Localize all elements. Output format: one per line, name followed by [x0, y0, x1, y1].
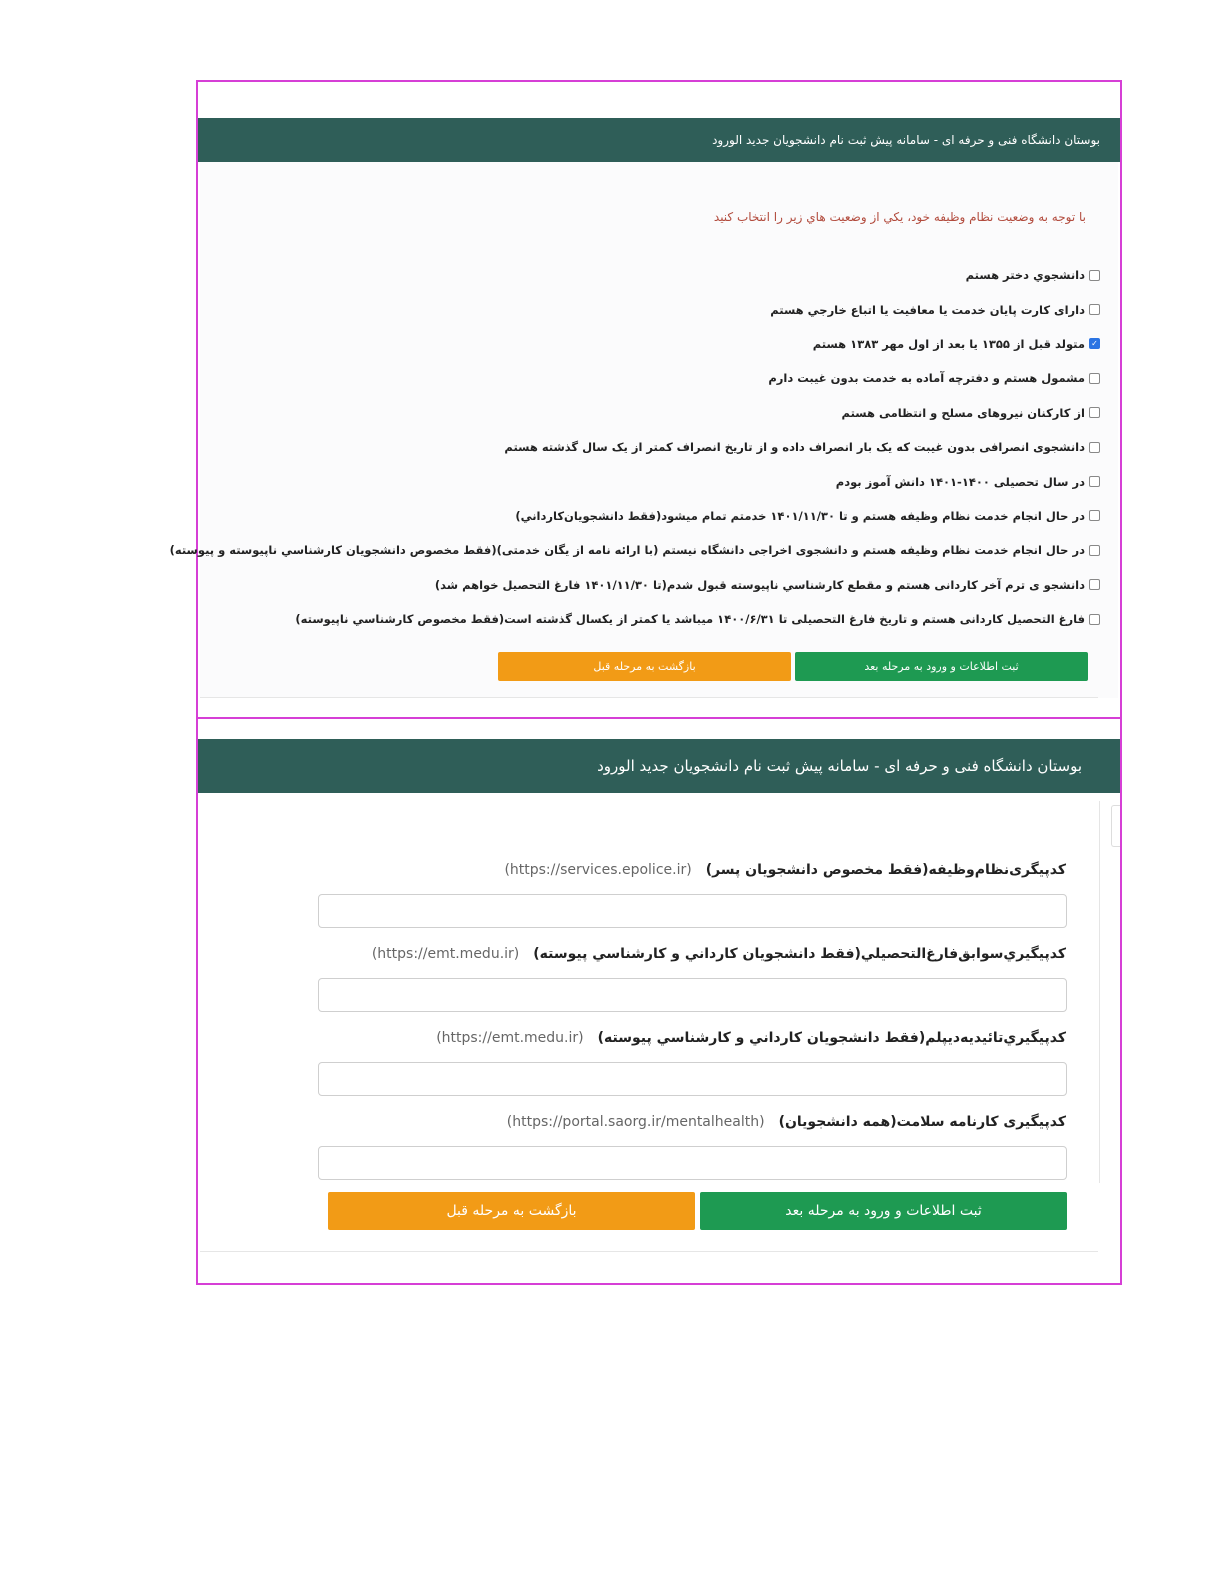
field-url-hint: (https://portal.saorg.ir/mentalhealth): [506, 1114, 765, 1130]
page-header: [198, 118, 1120, 162]
option-0[interactable]: [170, 258, 1100, 292]
conscription-code-input[interactable]: [318, 894, 1067, 928]
scroll-rail: [1097, 801, 1100, 1183]
option-label: از کارکنان نیروهای مسلح و انتظامی هستم: [841, 405, 1085, 420]
option-2[interactable]: [170, 327, 1100, 361]
screenshot-frame-bottom: [196, 717, 1122, 1285]
option-9[interactable]: [170, 568, 1100, 602]
graduation-record-code-label: [372, 946, 1066, 962]
previous-step-label: بازگشت به مرحله قبل: [446, 1203, 577, 1219]
conscription-code-label: [504, 862, 1066, 878]
option-label: مشمول هستم و دفترچه آماده به خدمت بدون غيبت دارم: [768, 371, 1085, 386]
option-4[interactable]: [170, 396, 1100, 430]
screenshot-frame-top: [169, 80, 1122, 719]
checkbox[interactable]: [1089, 373, 1100, 384]
checkbox[interactable]: [1089, 545, 1100, 556]
page-header: [198, 739, 1120, 793]
option-label: دارای کارت پایان خدمت يا معافيت يا اتباع خارجي هستم: [770, 302, 1085, 317]
checkbox[interactable]: [1089, 614, 1100, 625]
health-report-code-label: [507, 1114, 1066, 1130]
diploma-confirmation-code-input[interactable]: [318, 1062, 1067, 1096]
header-title: بوستان دانشگاه فنی و حرفه ای - سامانه پیش ثبت نام دانشجویان جدید الورود: [597, 757, 1082, 775]
next-step-label: ثبت اطلاعات و ورود به مرحله بعد: [864, 660, 1019, 673]
previous-step-button[interactable]: [328, 1192, 695, 1230]
checkbox[interactable]: [1089, 476, 1100, 487]
checkbox[interactable]: [1089, 579, 1100, 590]
side-tab: [1111, 805, 1120, 847]
field-label-text: کدپیگیری کارنامه سلامت(همه دانشجویان): [778, 1114, 1066, 1130]
graduation-record-code-input[interactable]: [318, 978, 1067, 1012]
field-url-hint: (https://emt.medu.ir): [371, 946, 520, 962]
next-step-button[interactable]: [700, 1192, 1067, 1230]
next-step-label: ثبت اطلاعات و ورود به مرحله بعد: [785, 1203, 982, 1219]
field-label-text: كدپيگيري‌تائيديه‌ديپلم(فقط دانشجويان كارداني و كارشناسي پيوسته): [597, 1030, 1066, 1046]
option-1[interactable]: [170, 292, 1100, 326]
checkbox[interactable]: [1089, 407, 1100, 418]
previous-step-label: بازگشت به مرحله قبل: [593, 660, 696, 673]
option-label: دانشجوی انصرافی بدون غیبت که یک بار انصراف داده و از تاریخ انصراف کمتر از یک سال گذشته هستم: [504, 440, 1085, 455]
option-label: در حال انجام خدمت نظام وظیفه هستم و تا ۱۴۰۱/۱۱/۳۰ خدمتم تمام میشود(فقط دانشجويان‌کارداني): [515, 508, 1085, 523]
option-label: فارغ التحصیل کاردانی هستم و تاریخ فارغ التحصیلی تا ۱۴۰۰/۶/۳۱ میباشد یا کمتر از یکسال گذشته است(فقط مخصوص كارشناسي ناپيوسته): [295, 612, 1085, 627]
health-report-code-input[interactable]: [318, 1146, 1067, 1180]
diploma-confirmation-code-label: [436, 1030, 1066, 1046]
option-label: دانشجوي دختر هستم: [965, 268, 1085, 283]
option-label: در سال تحصیلی ۱۴۰۰-۱۴۰۱ دانش آموز بودم: [835, 474, 1085, 489]
checkbox[interactable]: [1089, 442, 1100, 453]
divider: [200, 1251, 1098, 1252]
checkbox[interactable]: [1089, 304, 1100, 315]
option-label: در حال انجام خدمت نظام وظیفه هستم و دانشجوی اخراجی دانشگاه نیستم (با ارائه نامه از یگان خدمتی)(فقط مخصوص دانشجويان كارشناسي ناپيوسته و پيوسته): [169, 543, 1085, 558]
option-label: متولد قبل از ۱۳۵۵ یا بعد از اول مهر ۱۳۸۳ هستم: [812, 336, 1085, 351]
option-7[interactable]: [170, 499, 1100, 533]
checkbox[interactable]: [1089, 270, 1100, 281]
option-label: دانشجو ی ترم آخر کاردانی هستم و مقطع كارشناسي ناپيوسته قبول شدم(تا ۱۴۰۱/۱۱/۳۰ فارغ التحصیل خواهم شد): [434, 577, 1085, 592]
option-3[interactable]: [170, 361, 1100, 395]
field-url-hint: (https://emt.medu.ir): [436, 1030, 584, 1046]
divider: [200, 697, 1098, 698]
next-step-button[interactable]: [795, 652, 1088, 681]
header-title: بوستان دانشگاه فنی و حرفه ای - سامانه پیش ثبت نام دانشجویان جدید الورود: [712, 133, 1100, 147]
field-url-hint: (https://services.epolice.ir): [504, 862, 692, 878]
option-5[interactable]: [170, 430, 1100, 464]
checkbox[interactable]: ✓: [1089, 338, 1100, 349]
option-10[interactable]: [170, 602, 1100, 636]
checkbox[interactable]: [1089, 510, 1100, 521]
field-label-text: کدپیگری‌نظام‌وظیفه(فقط مخصوص دانشجویان پسر): [705, 862, 1066, 878]
instruction-text: با توجه به وضعیت نظام وظیفه خود، يكي از وضعيت هاي زير را انتخاب كنيد: [713, 210, 1086, 224]
previous-step-button[interactable]: [498, 652, 791, 681]
military-status-options: [170, 258, 1100, 636]
option-8[interactable]: [170, 533, 1100, 567]
field-label-text: كدپيگيري‌سوابق‌فارغ‌التحصيلي(فقط دانشجويان كارداني و كارشناسي پيوسته): [533, 946, 1066, 962]
option-6[interactable]: [170, 464, 1100, 498]
